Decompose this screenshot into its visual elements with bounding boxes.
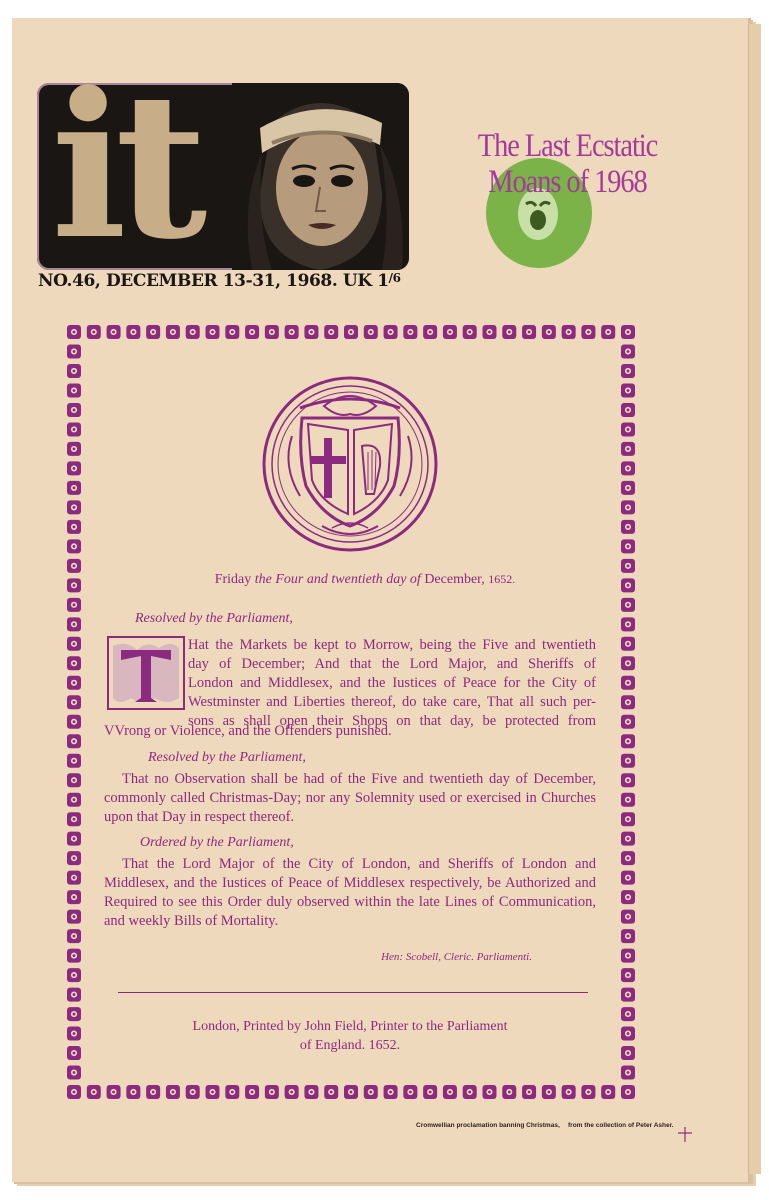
it-logo: it bbox=[51, 83, 196, 270]
border-ornament bbox=[621, 676, 635, 690]
paragraph-1-line: Hat the Markets be kept to Morrow, being the Five and twentieth bbox=[188, 637, 596, 653]
border-ornament bbox=[522, 325, 536, 339]
border-ornament bbox=[581, 325, 595, 339]
border-ornament bbox=[621, 890, 635, 904]
border-ornament bbox=[67, 968, 81, 982]
border-ornament bbox=[67, 851, 81, 865]
border-ornament bbox=[621, 559, 635, 573]
border-ornament bbox=[67, 481, 81, 495]
border-ornament bbox=[463, 325, 477, 339]
border-ornament bbox=[67, 637, 81, 651]
border-ornament bbox=[502, 1085, 516, 1099]
border-ornament bbox=[67, 559, 81, 573]
border-ornament bbox=[364, 325, 378, 339]
border-ornament bbox=[67, 383, 81, 397]
credit-caption: Cromwellian proclamation banning Christmas, bbox=[416, 1122, 560, 1129]
border-ornament bbox=[522, 1085, 536, 1099]
imprint-line-2: of England. 1652. bbox=[299, 1038, 401, 1053]
border-ornament bbox=[206, 325, 220, 339]
paragraph-1-line: London and Middlesex, and the Iustices of Peace for the City of bbox=[188, 675, 596, 691]
border-ornament bbox=[67, 676, 81, 690]
border-ornament bbox=[621, 403, 635, 417]
resolution-paragraph-1 bbox=[188, 636, 596, 731]
border-ornament bbox=[67, 832, 81, 846]
border-ornament bbox=[304, 325, 318, 339]
border-ornament bbox=[186, 325, 200, 339]
border-ornament bbox=[621, 442, 635, 456]
border-ornament bbox=[107, 1085, 121, 1099]
resolved-heading-2: Resolved by the Parliament, bbox=[148, 750, 306, 765]
border-ornament bbox=[67, 617, 81, 631]
paragraph-1-line: Westminster and Liberties thereof, do take care, That all such per- bbox=[188, 694, 596, 710]
ornamental-dropcap-t-icon bbox=[107, 636, 185, 710]
border-ornament bbox=[621, 520, 635, 534]
border-ornament bbox=[324, 325, 338, 339]
border-ornament bbox=[245, 325, 259, 339]
ordered-heading: Ordered by the Parliament, bbox=[140, 835, 294, 850]
border-ornament bbox=[166, 1085, 180, 1099]
headline-line-1: The Last Ecstatic bbox=[477, 128, 658, 164]
border-ornament bbox=[67, 520, 81, 534]
border-ornament bbox=[621, 345, 635, 359]
border-ornament bbox=[245, 1085, 259, 1099]
border-ornament bbox=[621, 364, 635, 378]
border-ornament bbox=[502, 325, 516, 339]
border-ornament bbox=[67, 1066, 81, 1080]
border-ornament bbox=[621, 500, 635, 514]
border-ornament bbox=[285, 325, 299, 339]
border-ornament bbox=[225, 1085, 239, 1099]
border-ornament bbox=[126, 325, 140, 339]
paragraph-1-line: sons as shall open their Shops on that day, be protected from bbox=[188, 713, 596, 729]
border-ornament bbox=[67, 890, 81, 904]
city-of-london-seal-icon bbox=[262, 376, 438, 552]
border-ornament bbox=[621, 871, 635, 885]
border-ornament bbox=[67, 403, 81, 417]
border-ornament bbox=[621, 637, 635, 651]
imprint-line-1: London, Printed by John Field, Printer to the Parliament bbox=[192, 1019, 508, 1034]
border-ornament bbox=[67, 578, 81, 592]
border-ornament bbox=[324, 1085, 338, 1099]
border-ornament bbox=[621, 383, 635, 397]
border-ornament bbox=[621, 656, 635, 670]
border-ornament bbox=[621, 481, 635, 495]
border-ornament bbox=[621, 539, 635, 553]
border-ornament bbox=[67, 695, 81, 709]
border-ornament bbox=[344, 325, 358, 339]
date-day-text: the Four and twentieth day of bbox=[254, 572, 421, 587]
border-ornament bbox=[67, 1027, 81, 1041]
cross-mark-icon bbox=[676, 1125, 694, 1143]
border-ornament bbox=[621, 422, 635, 436]
border-ornament bbox=[126, 1085, 140, 1099]
border-ornament bbox=[403, 1085, 417, 1099]
border-ornament bbox=[225, 325, 239, 339]
border-ornament bbox=[443, 1085, 457, 1099]
border-ornament bbox=[621, 325, 635, 339]
border-ornament bbox=[146, 1085, 160, 1099]
border-ornament bbox=[87, 325, 101, 339]
border-ornament bbox=[483, 1085, 497, 1099]
border-ornament bbox=[67, 1007, 81, 1021]
border-ornament bbox=[67, 345, 81, 359]
border-ornament bbox=[581, 1085, 595, 1099]
date-year: 1652. bbox=[488, 572, 516, 586]
date-friday: Friday bbox=[214, 572, 255, 587]
border-ornament bbox=[621, 715, 635, 729]
border-ornament bbox=[621, 461, 635, 475]
signature: Hen: Scobell, Cleric. Parliamenti. bbox=[381, 951, 532, 963]
border-ornament bbox=[601, 1085, 615, 1099]
border-ornament bbox=[621, 695, 635, 709]
issue-number-date: NO.46, DECEMBER 13-31, 1968. UK 1 bbox=[38, 271, 389, 291]
border-ornament bbox=[67, 793, 81, 807]
border-ornament bbox=[67, 734, 81, 748]
credit-collection: from the collection of Peter Asher. bbox=[568, 1122, 674, 1129]
border-ornament bbox=[423, 1085, 437, 1099]
border-ornament bbox=[67, 442, 81, 456]
border-ornament bbox=[67, 656, 81, 670]
border-ornament bbox=[562, 325, 576, 339]
border-ornament bbox=[67, 539, 81, 553]
border-ornament bbox=[542, 325, 556, 339]
border-ornament bbox=[67, 949, 81, 963]
paragraph-1-line: day of December; And that the Lord Major, and Sheriffs of bbox=[188, 656, 596, 672]
border-ornament bbox=[67, 325, 81, 339]
border-ornament bbox=[621, 1027, 635, 1041]
border-ornament bbox=[304, 1085, 318, 1099]
border-ornament bbox=[423, 325, 437, 339]
border-ornament bbox=[621, 1066, 635, 1080]
resolution-paragraph-2: That no Observation shall be had of the Five and twentieth day of December, commonly called Christmas-Day; nor any Solemnity used or exercised in Churches upon that Day in respect thereof. bbox=[104, 771, 596, 825]
border-ornament bbox=[206, 1085, 220, 1099]
border-ornament bbox=[621, 988, 635, 1002]
border-ornament bbox=[67, 461, 81, 475]
border-ornament bbox=[384, 325, 398, 339]
border-ornament bbox=[67, 364, 81, 378]
border-ornament bbox=[621, 598, 635, 612]
headline-line-2: Moans of 1968 bbox=[488, 164, 647, 200]
border-ornament bbox=[146, 325, 160, 339]
border-ornament bbox=[186, 1085, 200, 1099]
border-ornament bbox=[67, 598, 81, 612]
border-ornament bbox=[562, 1085, 576, 1099]
border-ornament bbox=[67, 422, 81, 436]
border-ornament bbox=[621, 734, 635, 748]
border-ornament bbox=[443, 325, 457, 339]
border-ornament bbox=[67, 1046, 81, 1060]
date-month: December, bbox=[420, 572, 489, 587]
border-ornament bbox=[601, 325, 615, 339]
border-ornament bbox=[621, 968, 635, 982]
border-ornament bbox=[621, 851, 635, 865]
border-ornament bbox=[87, 1085, 101, 1099]
border-ornament bbox=[67, 500, 81, 514]
border-ornament bbox=[285, 1085, 299, 1099]
border-ornament bbox=[542, 1085, 556, 1099]
border-ornament bbox=[166, 325, 180, 339]
resolved-heading-1: Resolved by the Parliament, bbox=[135, 611, 293, 626]
resolution-paragraph-1-end: VVrong or Violence, and the Offenders punished. bbox=[104, 723, 392, 739]
border-ornament bbox=[621, 1007, 635, 1021]
border-ornament bbox=[344, 1085, 358, 1099]
border-ornament bbox=[621, 773, 635, 787]
border-ornament bbox=[67, 773, 81, 787]
border-ornament bbox=[621, 929, 635, 943]
border-ornament bbox=[265, 1085, 279, 1099]
border-ornament bbox=[384, 1085, 398, 1099]
border-ornament bbox=[621, 1085, 635, 1099]
border-ornament bbox=[621, 949, 635, 963]
border-ornament bbox=[67, 812, 81, 826]
border-ornament bbox=[621, 812, 635, 826]
border-ornament bbox=[67, 988, 81, 1002]
border-ornament bbox=[67, 715, 81, 729]
border-ornament bbox=[67, 1085, 81, 1099]
border-ornament bbox=[107, 325, 121, 339]
border-ornament bbox=[621, 1046, 635, 1060]
border-ornament bbox=[483, 325, 497, 339]
border-ornament bbox=[364, 1085, 378, 1099]
border-ornament bbox=[67, 754, 81, 768]
order-paragraph: That the Lord Major of the City of London, and Sheriffs of London and Middlesex, and the Iustices of Peace of Middlesex respectively, be Authorized and Required to see this Order duly observed within the late Lines of Communication, and weekly Bills of Mortality. bbox=[104, 856, 596, 929]
border-ornament bbox=[67, 929, 81, 943]
border-ornament bbox=[67, 910, 81, 924]
divider-rule bbox=[118, 992, 588, 993]
date-line bbox=[100, 572, 630, 588]
border-ornament bbox=[621, 793, 635, 807]
border-ornament bbox=[463, 1085, 477, 1099]
border-ornament bbox=[621, 910, 635, 924]
border-ornament bbox=[265, 325, 279, 339]
border-ornament bbox=[67, 871, 81, 885]
border-ornament bbox=[403, 325, 417, 339]
price-suffix: /6 bbox=[388, 271, 401, 285]
